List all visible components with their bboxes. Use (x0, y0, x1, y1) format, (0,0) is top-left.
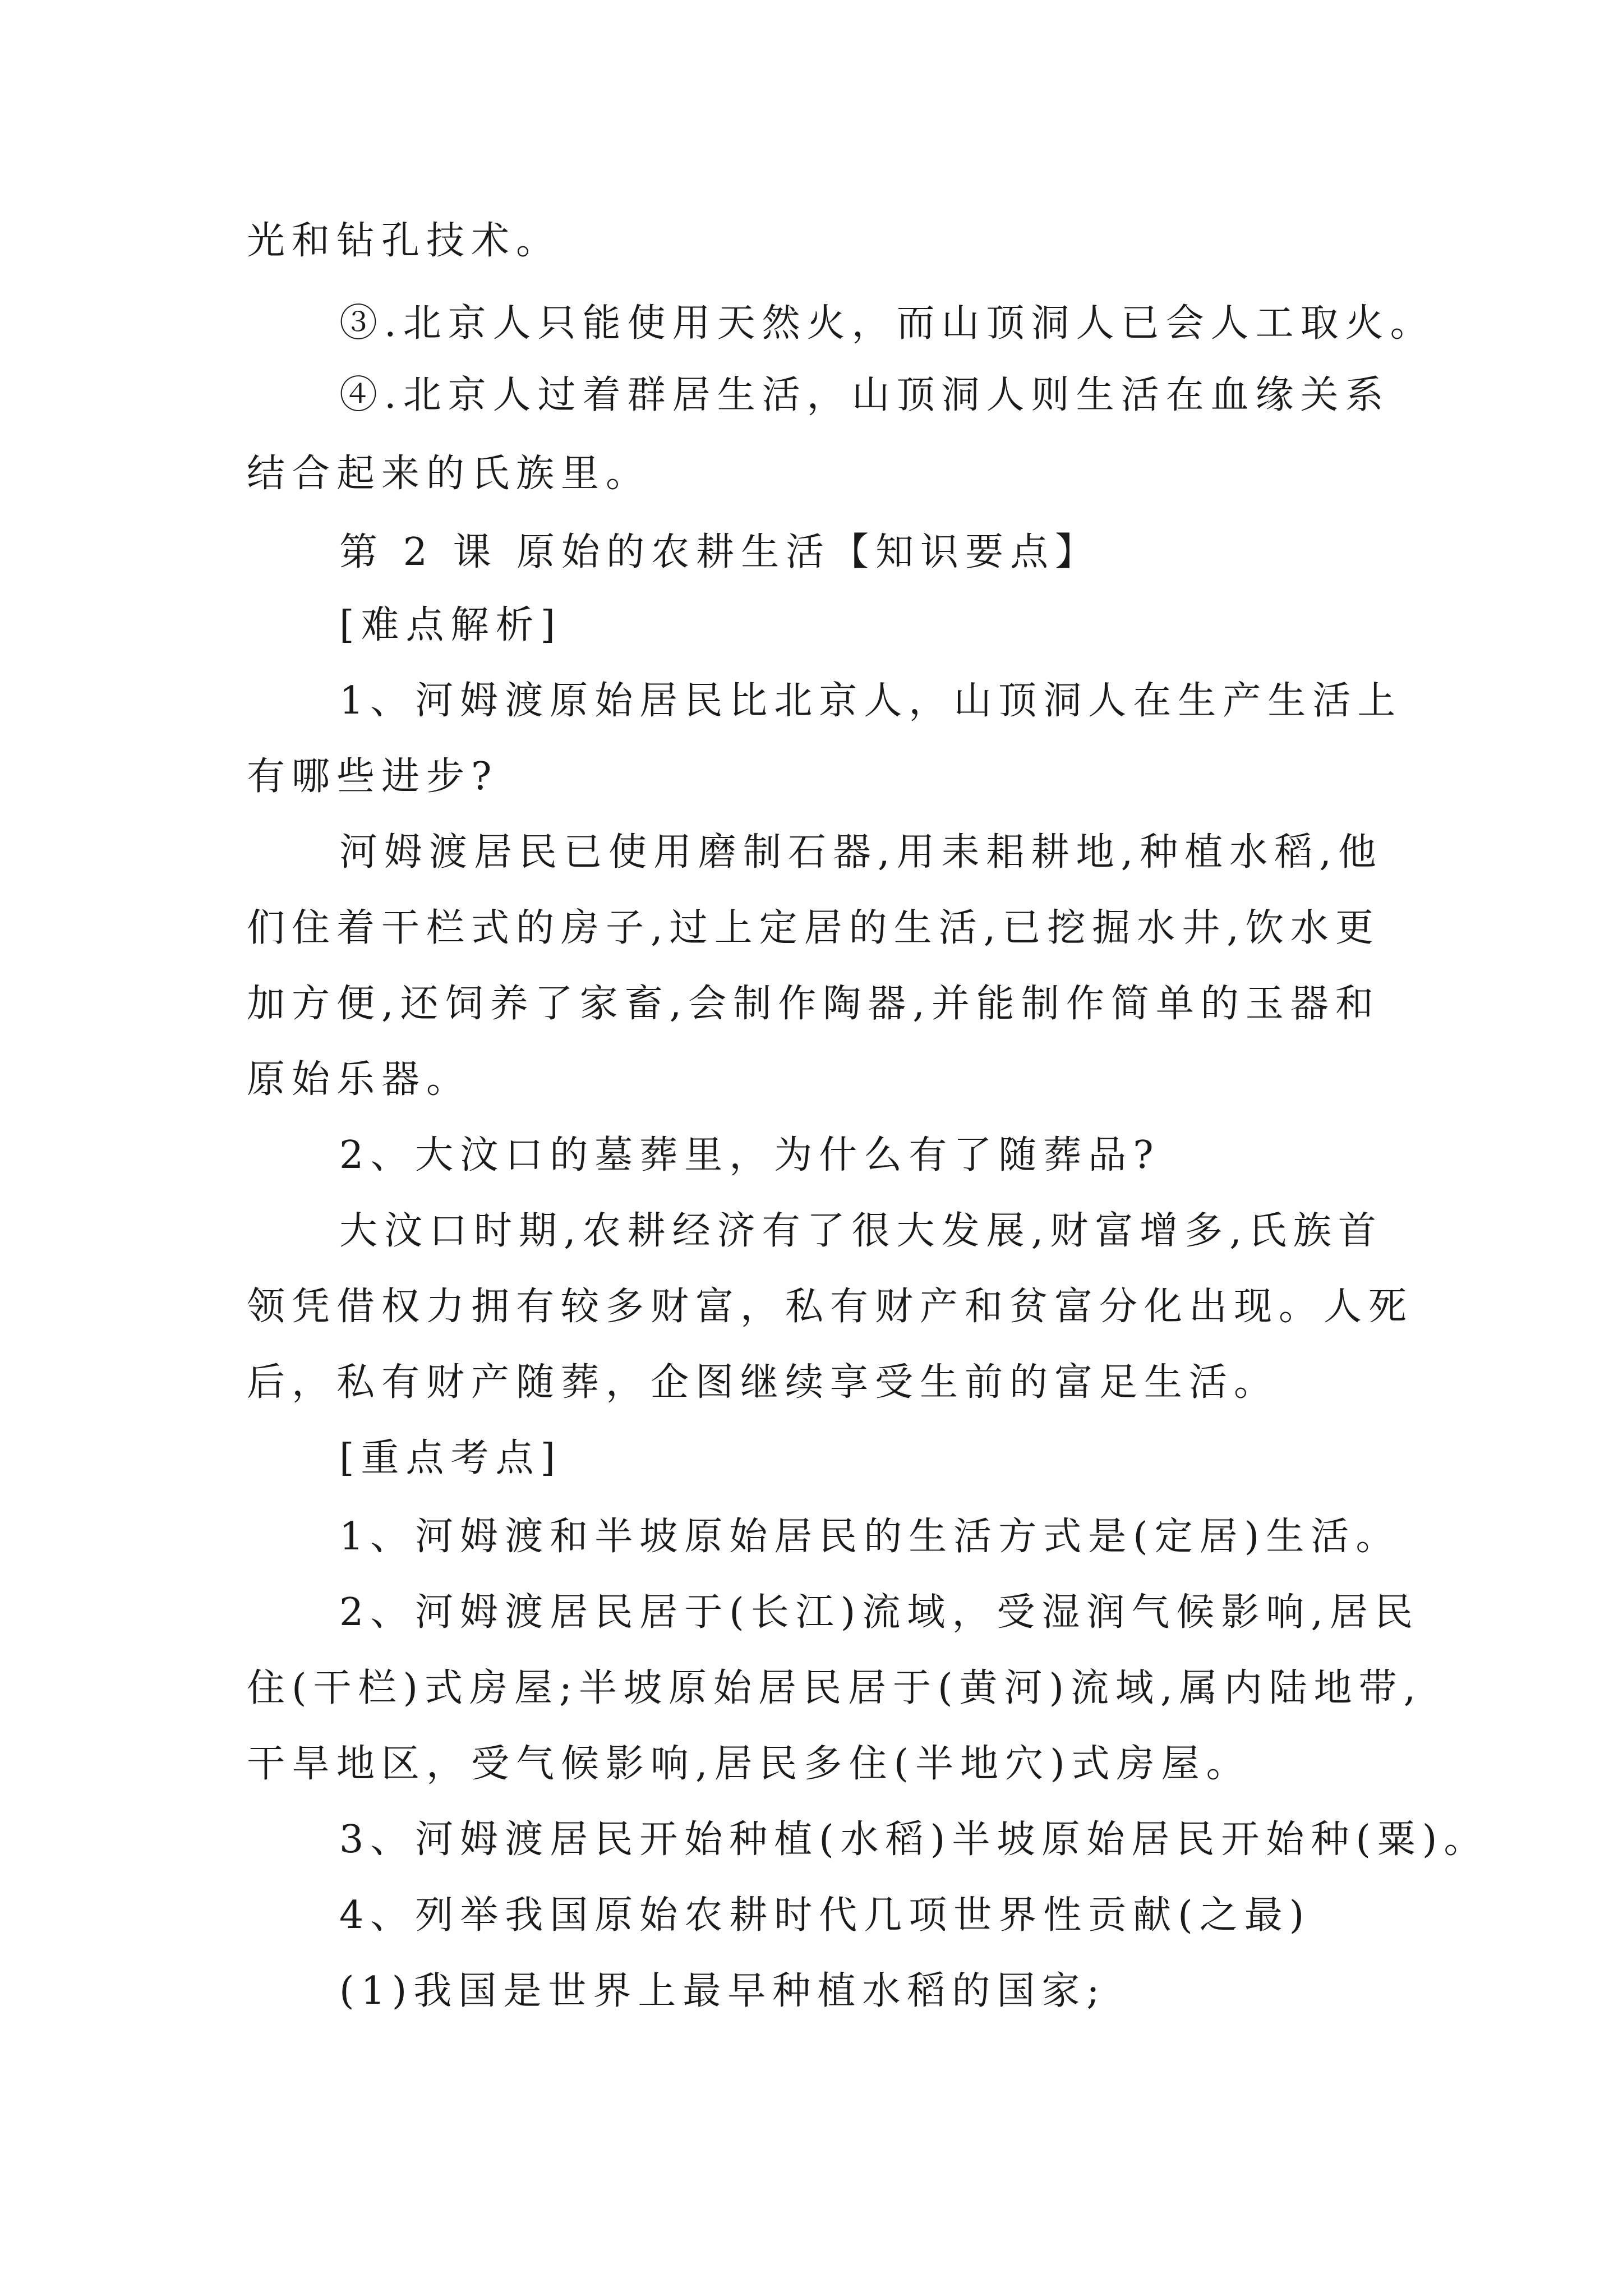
question-line: 1、河姆渡原始居民比北京人，山顶洞人在生产生活上 (339, 679, 1403, 723)
text-line: 4、列举我国原始农耕时代几项世界性贡献(之最) (339, 1893, 1311, 1938)
question-line: 2、大汶口的墓葬里，为什么有了随葬品? (339, 1133, 1160, 1177)
text-line: 结合起来的氏族里。 (247, 452, 651, 496)
lesson-heading: 第 2 课 原始的农耕生活【知识要点】 (339, 530, 1100, 574)
text-line: 住(干栏)式房屋;半坡原始居民居于(黄河)流域,属内陆地带, (247, 1666, 1423, 1710)
text-line: ④.北京人过着群居生活，山顶洞人则生活在血缘关系 (339, 373, 1390, 417)
text-line: 后，私有财产随葬，企图继续享受生前的富足生活。 (247, 1360, 1279, 1405)
text-line: ③.北京人只能使用天然火，而山顶洞人已会人工取火。 (339, 301, 1435, 346)
text-line: 2、河姆渡居民居于(长江)流域，受湿润气候影响,居民 (339, 1590, 1419, 1635)
text-line: 干旱地区，受气候影响,居民多住(半地穴)式房屋。 (247, 1742, 1251, 1786)
section-heading: [难点解析] (339, 603, 562, 647)
text-line: 们住着干栏式的房子,过上定居的生活,已挖掘水井,饮水更 (247, 906, 1380, 950)
text-line: (1)我国是世界上最早种植水稻的国家; (339, 1969, 1106, 2013)
text-line: 加方便,还饲养了家畜,会制作陶器,并能制作简单的玉器和 (247, 982, 1380, 1026)
text-line: 大汶口时期,农耕经济有了很大发展,财富增多,氏族首 (339, 1209, 1383, 1253)
text-line: 3、河姆渡居民开始种植(水稻)半坡原始居民开始种(粟)。 (339, 1818, 1489, 1862)
text-line: 原始乐器。 (247, 1057, 472, 1102)
text-line: 1、河姆渡和半坡原始居民的生活方式是(定居)生活。 (339, 1515, 1401, 1559)
text-line: 光和钻孔技术。 (247, 219, 561, 263)
text-line: 领凭借权力拥有较多财富，私有财产和贫富分化出现。人死 (247, 1285, 1414, 1329)
text-line: 河姆渡居民已使用磨制石器,用耒耜耕地,种植水稻,他 (339, 830, 1383, 875)
section-heading: [重点考点] (339, 1436, 562, 1480)
question-line: 有哪些进步? (247, 754, 499, 799)
